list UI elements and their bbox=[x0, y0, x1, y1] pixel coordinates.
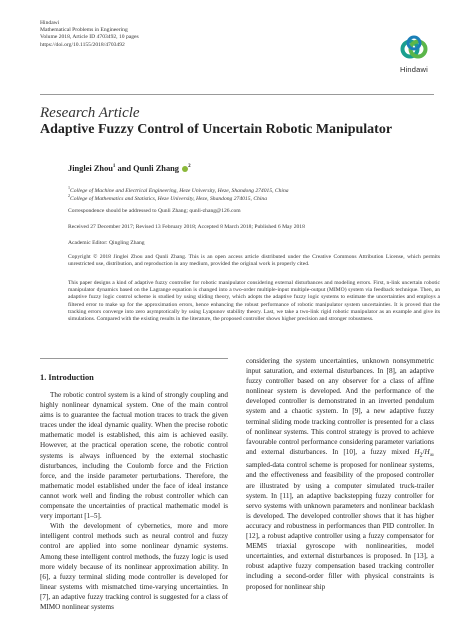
section-divider bbox=[40, 358, 228, 359]
section-heading: 1. Introduction bbox=[40, 373, 94, 382]
author-list bbox=[68, 164, 191, 173]
header-divider bbox=[40, 94, 434, 95]
article-dates: Received 27 December 2017; Revised 13 February 2018; Accepted 8 March 2018; Published 6 May 2018 bbox=[68, 224, 305, 230]
academic-editor: Academic Editor: Qingling Zhang bbox=[68, 240, 145, 246]
math-h: H bbox=[414, 447, 420, 456]
math-subscript: ∞ bbox=[429, 452, 434, 459]
affiliation-text: College of Machine and Electrical Engineering, Heze University, Heze, Shandong 274015, China bbox=[70, 187, 289, 194]
paragraph-text: considering the system uncertainties, unknown nonsymmetric input saturation, and external disturbances. In [8], an adaptive fuzzy controller based on any observer for a class of affine nonlinear system is developed. And the performance of the developed controller is demonstrated in an inverted pendulum system and a chaotic system. In [9], a new adaptive fuzzy terminal sliding mode tracking controller is presented for a class of nonlinear systems. This control strategy is proved to achieve favourable control performance considering parameter variations and external disturbances. In [10], a fuzzy mixed bbox=[246, 357, 434, 456]
paragraph: The robotic control system is a kind of strongly coupling and highly nonlinear dynamical system. One of the main control aims is to guarantee the factual motion traces to track the given traces under the ideal dynamic quality. When the precise robotic mathematic model is established, this aim is achieved easily. However, at the practical operation scene, the robotic control systems is always influenced by the external stochastic disturbances, including the Coulomb force and the Friction force, and the inside parameter perturbations. Therefore, the mathematic model established under the face of ideal instance cannot work well and finding the robust controller which can compensate the uncertainties of practical mathematic model is very important [1–5]. bbox=[40, 391, 228, 521]
author-name: Jinglei Zhou bbox=[68, 164, 113, 173]
right-column bbox=[246, 356, 434, 592]
doi-link[interactable]: https://doi.org/10.1155/2018/4703492 bbox=[40, 41, 125, 48]
correspondence: Correspondence should be addressed to Qunli Zhang; qunli-zhang@126.com bbox=[68, 208, 241, 214]
left-column bbox=[40, 390, 228, 612]
author-separator: and bbox=[115, 164, 134, 173]
math-h: H bbox=[424, 447, 430, 456]
affiliation-marker: 1 bbox=[112, 164, 116, 170]
paragraph-text: sampled-data control scheme is proposed for nonlinear systems, and the effectiveness and feasibility of the proposed controller are illustrated by using a computer simulated truck-trailer system. In [11], an adaptive backstepping fuzzy controller for servo systems with unknown parameters and nonlinear backlash is developed. The developed controller shows that it has higher accuracy and robustness in performances than PID controller. In [12], a robust adaptive controller using a fuzzy compensator for MEMS triaxial gyroscope with nonlinearities, model uncertainties, and external disturbances is proposed. In [13], a robust adaptive fuzzy compensation based tracking controller including a second-order filler with physical constraints is proposed for nonlinear ship bbox=[246, 461, 434, 591]
article-type: Research Article bbox=[40, 105, 140, 121]
paragraph bbox=[246, 356, 434, 592]
hindawi-logo bbox=[392, 34, 436, 84]
abstract: This paper designs a kind of adaptive fuzzy controller for robotic manipulator considering external disturbances and modeling errors. First, n-link uncertain robotic manipulator dynamics based on the Lagrange equation is changed into a two-order multiple-input multiple-output (MIMO) system via feedback technique. Then, an adaptive fuzzy logic control scheme is studied by using sliding theory, which adopts the adaptive fuzzy logic systems to estimate the uncertainties and employs a filtered error to make up for the approximation errors, hence enhancing the robust performance of robotic manipulator system uncertainties. It is proved that the tracking errors converge into zero asymptotically by using Lyapunov stability theory. Last, we take a two-link rigid robotic manipulator as an example and give its simulations. Compared with the existing results in the literature, the proposed controller shows higher precision and stronger robustness. bbox=[68, 280, 440, 323]
author-name: Qunli Zhang bbox=[133, 164, 179, 173]
affiliation-number: 2 bbox=[68, 193, 70, 198]
journal-name: Mathematical Problems in Engineering bbox=[40, 27, 128, 34]
math-slash: / bbox=[422, 447, 425, 456]
affiliation bbox=[68, 192, 267, 203]
copyright-notice: Copyright © 2018 Jinglei Zhou and Qunli Zhang. This is an open access article distributed under the Creative Commons Attribution License, which permits unrestricted use, distribution, and reproduction in any medium, provided the original work is properly cited. bbox=[68, 254, 440, 268]
hindawi-logo-icon bbox=[399, 34, 429, 64]
hindawi-logo-text: Hindawi bbox=[399, 65, 429, 74]
math-subscript: 2 bbox=[419, 452, 423, 459]
paragraph: With the development of cybernetics, more and more intelligent control methods such as neural control and fuzzy control are applied into some nonlinear dynamic systems. Among these intelligent control methods, the fuzzy logic is used more widely because of its nonlinear approximation ability. In [6], a fuzzy terminal sliding mode controller is developed for linear systems with mismatched time-varying uncertainties. In [7], an adaptive fuzzy tracking control is suggested for a class of MIMO nonlinear systems bbox=[40, 522, 228, 611]
journal-meta bbox=[40, 20, 139, 49]
paper-title: Adaptive Fuzzy Control of Uncertain Robotic Manipulator bbox=[40, 122, 393, 137]
affiliation-text: College of Mathematics and Statistics, Heze University, Heze, Shandong 274015, China bbox=[70, 195, 268, 202]
affiliation-marker: 2 bbox=[188, 164, 191, 170]
volume-info: Volume 2018, Article ID 4703492, 10 pages bbox=[40, 34, 139, 41]
publisher-name: Hindawi bbox=[40, 20, 60, 26]
affiliation-number: 1 bbox=[68, 185, 70, 190]
